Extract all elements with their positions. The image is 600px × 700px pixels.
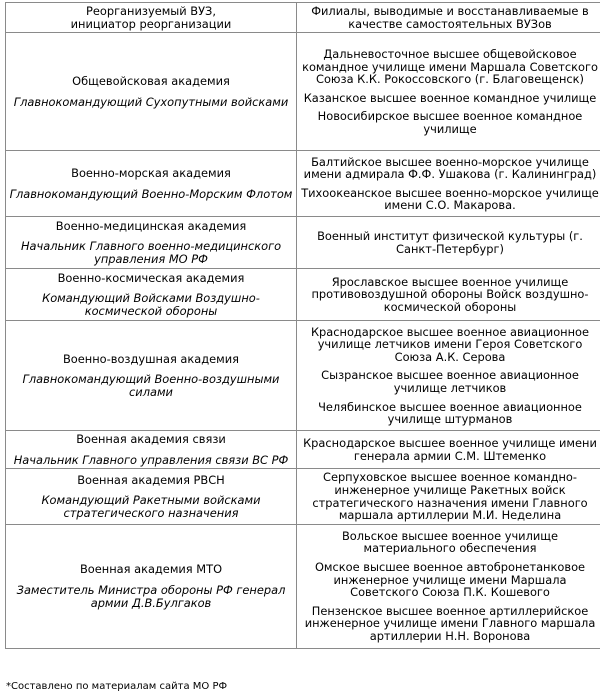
branch-name: Сызранское высшее военное авиационное училище летчиков (321, 368, 579, 395)
branches-cell (297, 469, 600, 524)
initiator-name: Главнокомандующий Сухопутными войсками (13, 94, 289, 109)
branch-name: Новосибирское высшее военное командное училище (317, 109, 583, 136)
initiator-name: Главнокомандующий Военно-воздушными силами (22, 372, 280, 399)
header-left-line-2: инициатор реорганизации (70, 16, 232, 31)
academy-cell (6, 524, 297, 648)
branches-cell (297, 217, 600, 269)
reorganization-table (5, 2, 600, 649)
header-left-line-1: Реорганизуемый ВУЗ, (86, 4, 216, 18)
table-header-row (6, 3, 600, 33)
initiator-name: Командующий Войсками Воздушно-космической обороны (42, 291, 260, 318)
academy-name: Военная академия МТО (79, 562, 223, 577)
header-right-cell: Филиалы, выводимые и восстанавливаемые в качестве самостоятельных ВУЗов (297, 3, 600, 33)
academy-cell (6, 469, 297, 524)
table-row (6, 269, 600, 321)
branch-name: Серпуховское высшее военное командно-инженерное училище Ракетных войск стратегического назначения имени Главного маршала артиллерии М.И. Неделина (312, 470, 588, 523)
table-row (6, 151, 600, 217)
table-row (6, 469, 600, 524)
footnote: *Составлено по материалам сайта МО РФ (6, 681, 228, 692)
academy-cell (6, 321, 297, 431)
academy-name: Военно-медицинская академия (55, 218, 247, 233)
branches-cell (297, 269, 600, 321)
initiator-name: Главнокомандующий Военно-Морским Флотом (9, 186, 293, 201)
branch-name: Тихоокеанское высшее военно-морское училище имени С.О. Макарова. (301, 185, 599, 213)
branch-name: Вольское высшее военное училище материального обеспечения (341, 528, 559, 556)
branch-name: Казанское высшее военное командное училище (303, 90, 597, 105)
initiator-name: Начальник Главного управления связи ВС РФ (13, 452, 289, 467)
branch-name: Краснодарское высшее военное училище имени генерала армии С.М. Штеменко (303, 436, 597, 463)
branches-cell (297, 431, 600, 469)
initiator-name: Начальник Главного военно-медицинского управления МО РФ (20, 239, 282, 266)
table-row (6, 524, 600, 648)
branch-name: Краснодарское высшее военное авиационное училище летчиков имени Героя Советского Союза А.К. Серова (310, 324, 590, 364)
academy-cell (6, 33, 297, 151)
branches-cell (297, 524, 600, 648)
branches-cell (297, 321, 600, 431)
academy-name: Военно-космическая академия (57, 270, 245, 285)
academy-cell (6, 151, 297, 217)
branch-name: Омское высшее военное автобронетанковое инженерное училище имени Маршала Советского Союза П.К. Кошевого (314, 560, 586, 600)
initiator-name: Командующий Ракетными войсками стратегического назначения (41, 493, 261, 520)
table-row (6, 33, 600, 151)
initiator-name: Заместитель Министра обороны РФ генерал армии Д.В.Булгаков (16, 582, 286, 610)
header-left-cell (6, 3, 297, 33)
branch-name: Пензенское высшее военное артиллерийское инженерное училище имени Главного маршала артиллерии Н.Н. Воронова (304, 603, 596, 644)
academy-name: Военная академия РВСН (77, 472, 225, 487)
academy-name: Военная академия связи (76, 432, 226, 447)
table-row (6, 217, 600, 269)
academy-name: Военно-морская академия (71, 166, 231, 181)
academy-cell (6, 217, 297, 269)
academy-cell (6, 431, 297, 469)
academy-name: Военно-воздушная академия (62, 351, 239, 366)
branches-cell (297, 151, 600, 217)
branch-name: Балтийское высшее военно-морское училище имени адмирала Ф.Ф. Ушакова (г. Калининград) (303, 154, 597, 182)
academy-cell (6, 269, 297, 321)
branches-cell (297, 33, 600, 151)
table-row (6, 431, 600, 469)
branch-name: Дальневосточное высшее общевойсковое командное училище имени Маршала Советского Союза К.К. Рокоссовского (г. Благовещенск) (302, 46, 598, 87)
table-row (6, 321, 600, 431)
academy-name: Общевойсковая академия (72, 74, 230, 89)
branch-name: Военный институт физической культуры (г. Санкт-Петербург) (317, 229, 583, 256)
branch-name: Челябинское высшее военное авиационное училище штурманов (318, 399, 582, 427)
branch-name: Ярославское высшее военное училище противовоздушной обороны Войск воздушно-космической обороны (311, 274, 589, 314)
